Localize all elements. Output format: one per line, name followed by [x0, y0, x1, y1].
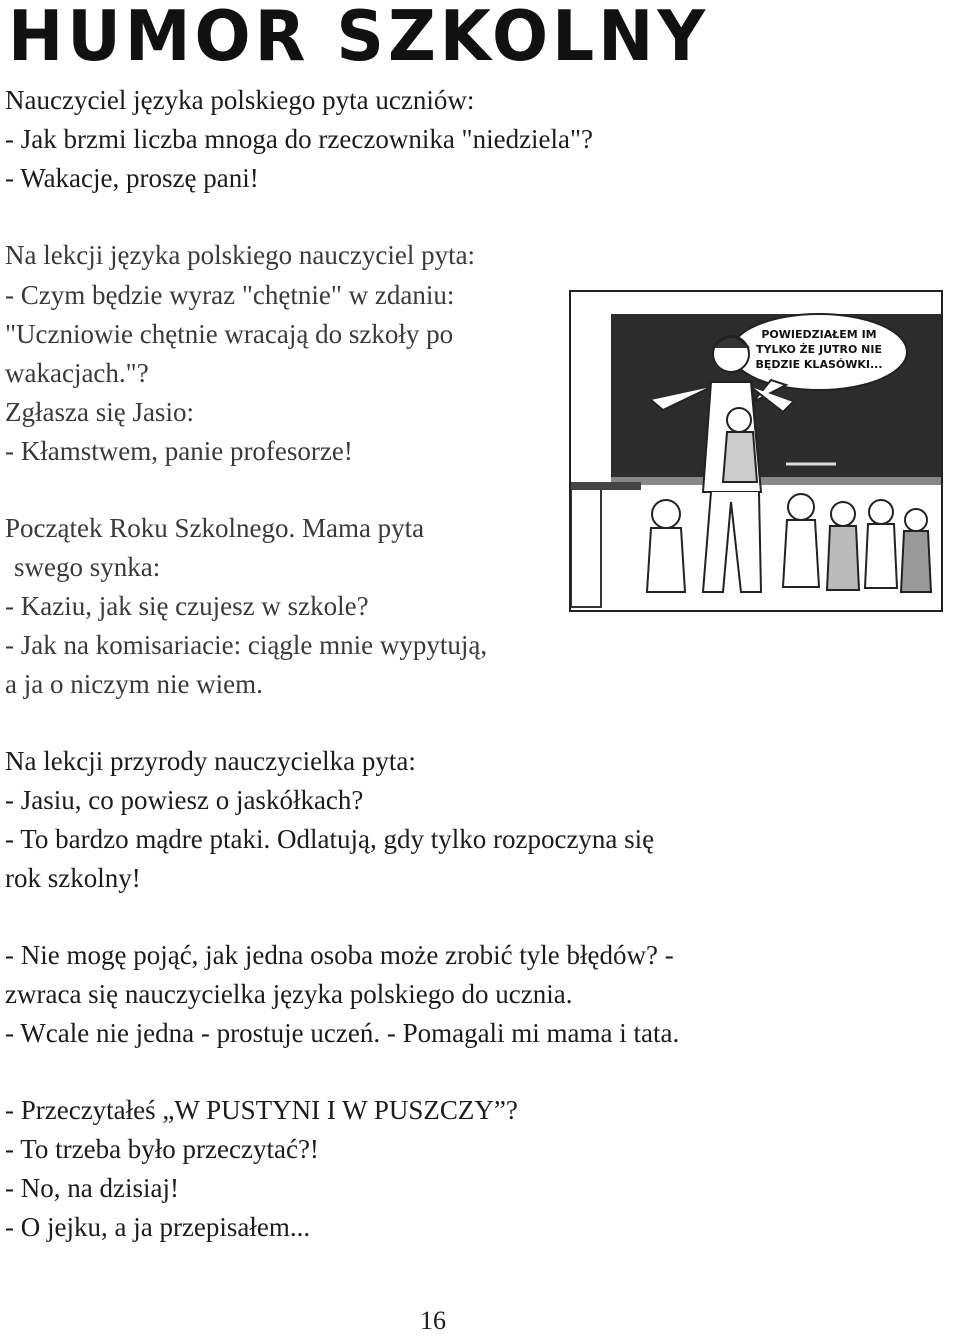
- joke-line: Początek Roku Szkolnego. Mama pyta: [5, 513, 425, 543]
- joke-line: Nauczyciel języka polskiego pyta uczniów:: [5, 85, 475, 115]
- joke-line: Na lekcji przyrody nauczycielka pyta:: [5, 746, 416, 776]
- joke-line: zwraca się nauczycielka języka polskiego do ucznia.: [5, 979, 573, 1009]
- chalk-tray: [611, 477, 941, 485]
- joke-line: - Jak na komisariacie: ciągle mnie wypytują,: [5, 630, 488, 660]
- joke-line: a ja o niczym nie wiem.: [5, 669, 263, 699]
- cartoon-illustration: [569, 290, 943, 612]
- joke-line: rok szkolny!: [5, 863, 141, 893]
- joke-line: - Przeczytałeś „W PUSTYNI I W PUSZCZY”?: [5, 1095, 518, 1125]
- cartoon-drawing: [571, 292, 941, 610]
- joke-line: - Jak brzmi liczba mnoga do rzeczownika "niedziela"?: [5, 124, 594, 154]
- page-title: HUMOR SZKOLNY: [8, 0, 710, 77]
- joke-line: - Wakacje, proszę pani!: [5, 163, 259, 193]
- joke-line: - No, na dzisiaj!: [5, 1173, 179, 1203]
- bubble-line: BĘDZIE KLASÓWKI...: [755, 358, 883, 371]
- cabinet: [571, 487, 601, 607]
- bubble-line: TYLKO ŻE JUTRO NIE: [755, 343, 883, 356]
- page-number: 16: [420, 1306, 446, 1335]
- bubble-line: POWIEDZIAŁEM IM: [761, 328, 877, 341]
- joke-line: - Czym będzie wyraz "chętnie" w zdaniu:: [5, 280, 455, 310]
- joke-line: - Wcale nie jedna - prostuje uczeń. - Pomagali mi mama i tata.: [5, 1018, 680, 1048]
- joke-line: Zgłasza się Jasio:: [5, 397, 194, 427]
- joke-line: - To trzeba było przeczytać?!: [5, 1134, 319, 1164]
- joke-line: - Kaziu, jak się czujesz w szkole?: [5, 591, 369, 621]
- joke-line: - To bardzo mądre ptaki. Odlatują, gdy tylko rozpoczyna się: [5, 824, 655, 854]
- joke-line: wakacjach."?: [5, 358, 149, 388]
- joke-line: - Jasiu, co powiesz o jaskółkach?: [5, 785, 364, 815]
- joke-line: "Uczniowie chętnie wracają do szkoły po: [5, 319, 454, 349]
- joke-line: - O jejku, a ja przepisałem...: [5, 1212, 311, 1242]
- joke-line: swego synka:: [14, 552, 161, 582]
- joke-line: - Kłamstwem, panie profesorze!: [5, 436, 353, 466]
- joke-line: Na lekcji języka polskiego nauczyciel pyta:: [5, 240, 476, 270]
- joke-line: - Nie mogę pojąć, jak jedna osoba może zrobić tyle błędów? -: [5, 940, 674, 970]
